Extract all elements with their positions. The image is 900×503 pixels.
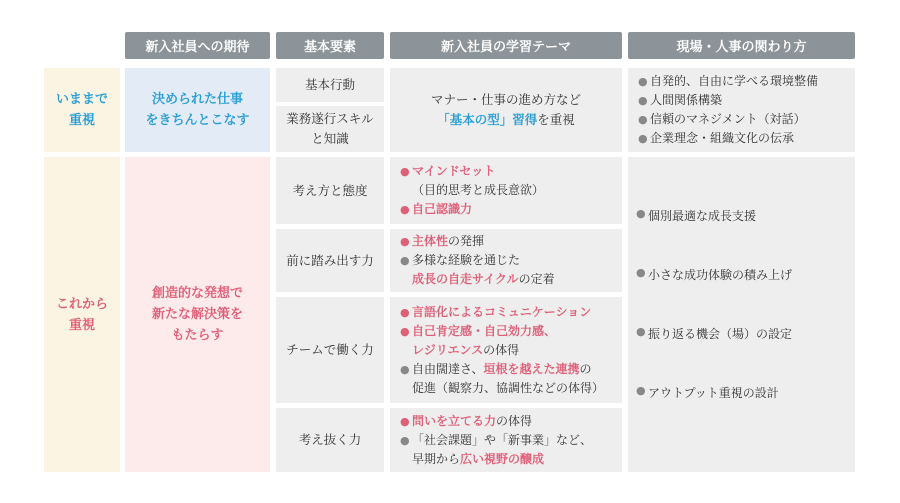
future-involvement-list — [628, 157, 855, 472]
list-item: ● 言語化によるコミュニケーション — [400, 303, 622, 322]
bullet-icon: ● — [400, 203, 410, 216]
element-mindset: 考え方と態度 — [276, 157, 384, 224]
bullet-icon: ● — [638, 113, 648, 126]
element-step-forward: 前に踏み出す力 — [276, 229, 384, 292]
theme-think-through — [390, 408, 622, 472]
past-theme-highlight: 「基本の型」習得 — [437, 112, 538, 127]
list-item: ● 振り返る機会（場）の設定 — [636, 325, 793, 341]
list-item: ● 自己認識力 — [400, 200, 622, 219]
past-theme: マナー・仕事の進め方など 「基本の型」習得を重視 — [390, 68, 622, 152]
list-item: ● 自発的、自由に学べる環境整備 — [638, 72, 855, 91]
header-themes: 新入社員の学習テーマ — [390, 32, 622, 59]
list-item: （目的思考と成長意欲） — [412, 183, 545, 197]
row-label-past-line1: いままで — [55, 92, 108, 107]
bullet-icon: ● — [400, 414, 410, 428]
list-item: ● 小さな成功体験の積み上げ — [636, 266, 793, 282]
bullet-icon: ● — [400, 254, 410, 267]
list-item: ● 「社会課題」や「新事業」など、 — [400, 431, 622, 450]
list-item: 成長の自走サイクル の定着 — [412, 272, 555, 286]
list-item: ● 自己肯定感・自己効力感、 — [400, 322, 622, 341]
theme-step-forward — [390, 229, 622, 292]
element-teamwork: チームで働く力 — [276, 297, 384, 403]
list-item: ● 信頼のマネジメント（対話） — [638, 110, 855, 129]
past-involvement-list — [628, 68, 855, 152]
list-item: ● 個別最適な成長支援 — [636, 207, 757, 223]
list-item: ● 人間関係構築 — [638, 91, 855, 110]
header-elements: 基本要素 — [276, 32, 384, 59]
future-expectation: 創造的な発想で 新たな解決策を もたらす — [125, 157, 270, 472]
row-label-past — [44, 68, 120, 152]
bullet-icon: ● — [400, 433, 410, 447]
row-label-future — [44, 157, 120, 472]
list-item: ● 企業理念・組織文化の伝承 — [638, 129, 855, 148]
bullet-icon: ● — [636, 384, 646, 397]
element-think-through: 考え抜く力 — [276, 408, 384, 472]
list-item: ● 主体性 の発揮 — [400, 232, 622, 251]
list-item: ● 自由闊達さ、 垣根を越えた連携 の — [400, 360, 622, 379]
element-basic-action: 基本行動 — [276, 68, 384, 102]
list-item: ● マインドセット — [400, 162, 622, 181]
row-label-future-line1: これから — [55, 296, 108, 312]
bullet-icon: ● — [638, 75, 648, 88]
bullet-icon: ● — [400, 165, 410, 178]
list-item: ● 問いを立てる力 の体得 — [400, 412, 622, 431]
bullet-icon: ● — [638, 132, 648, 145]
list-item: 促進（観察力、協調性などの体得） — [412, 380, 605, 395]
bullet-icon: ● — [636, 207, 646, 220]
theme-teamwork — [390, 297, 622, 403]
bullet-icon: ● — [636, 325, 646, 338]
header-involvement: 現場・人事の関わり方 — [628, 32, 855, 59]
list-item: ● アウトプット重視の設計 — [636, 384, 779, 400]
theme-mindset — [390, 157, 622, 224]
bullet-icon: ● — [400, 305, 410, 319]
list-item: ● 多様な経験を通じた — [400, 251, 622, 270]
row-label-future-line2: 重視 — [68, 317, 95, 333]
bullet-icon: ● — [636, 266, 646, 279]
bullet-icon: ● — [400, 324, 410, 338]
bullet-icon: ● — [400, 235, 410, 248]
bullet-icon: ● — [638, 94, 648, 107]
past-expectation: 決められた仕事 をきちんとこなす — [125, 68, 270, 152]
row-label-past-line2: 重視 — [68, 113, 95, 128]
bullet-icon: ● — [400, 362, 410, 376]
list-item: レジリエンス の体得 — [412, 342, 520, 357]
header-expectation: 新入社員への期待 — [125, 32, 270, 59]
element-business-skills: 業務遂行スキル と知識 — [276, 106, 384, 152]
list-item: 早期から 広い視野の醸成 — [412, 451, 545, 466]
